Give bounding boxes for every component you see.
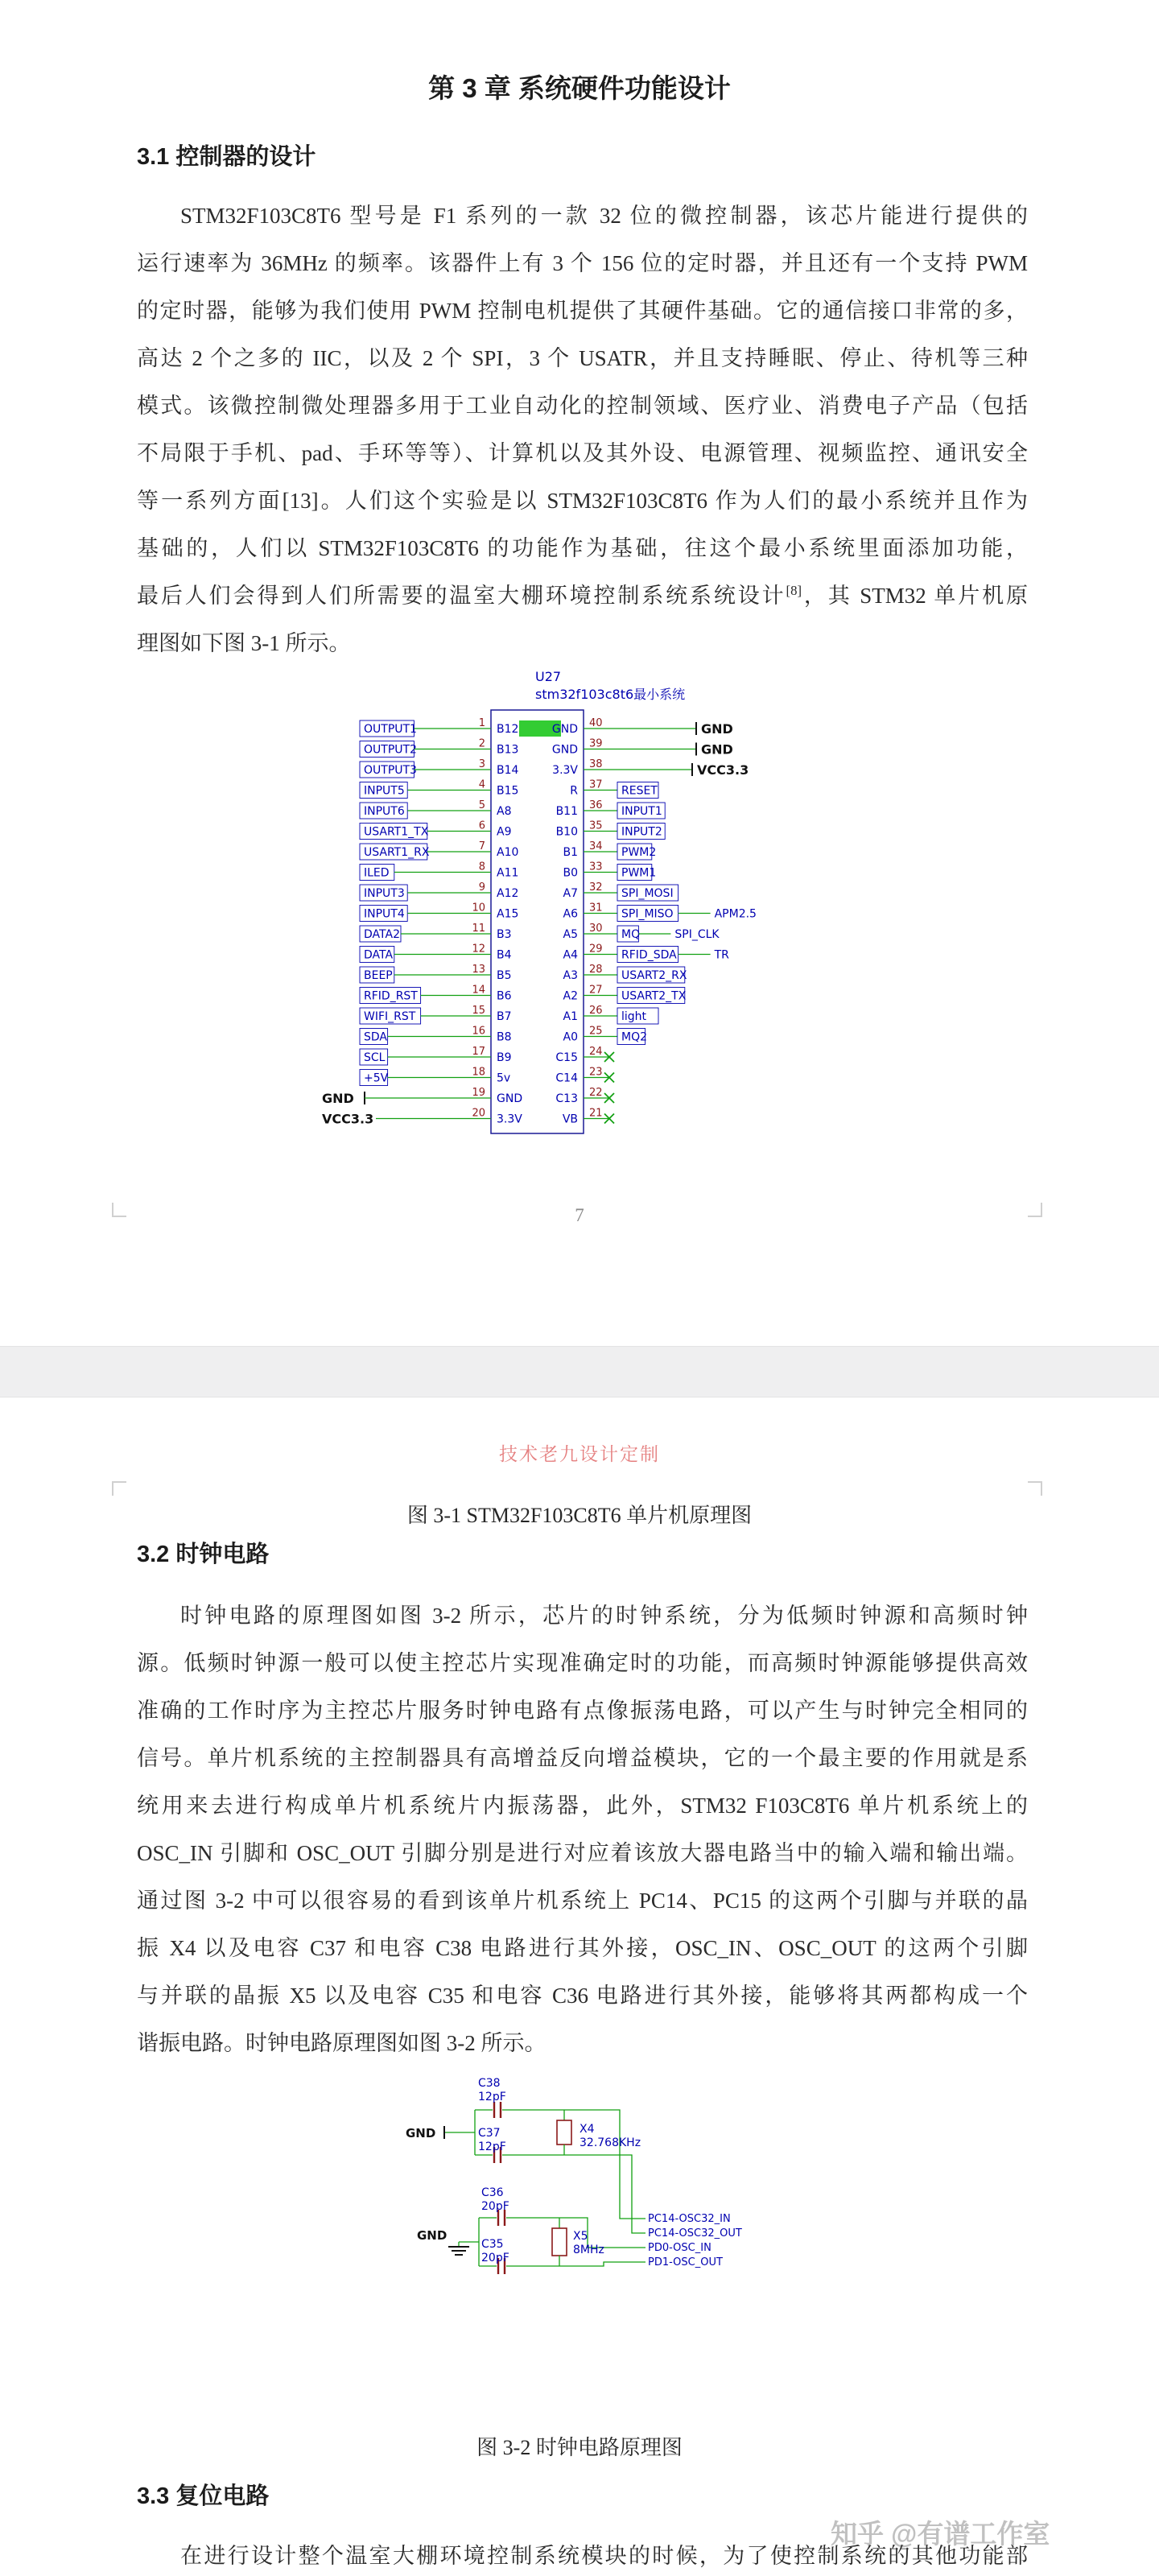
svg-text:5v: 5v <box>497 1071 511 1085</box>
svg-text:WIFI_RST: WIFI_RST <box>364 1010 416 1023</box>
svg-text:C38: C38 <box>478 2077 501 2090</box>
svg-text:22: 22 <box>589 1087 603 1099</box>
svg-text:B6: B6 <box>497 989 512 1003</box>
svg-text:C15: C15 <box>555 1051 578 1064</box>
svg-text:PWM2: PWM2 <box>621 846 657 859</box>
svg-text:PC14-OSC32_IN: PC14-OSC32_IN <box>648 2213 731 2225</box>
svg-text:10: 10 <box>472 902 485 914</box>
svg-text:31: 31 <box>589 902 603 914</box>
svg-text:RFID_RST: RFID_RST <box>364 989 418 1003</box>
svg-text:23: 23 <box>589 1066 603 1079</box>
svg-text:SPI_CLK: SPI_CLK <box>674 928 720 941</box>
svg-text:B9: B9 <box>497 1051 512 1064</box>
svg-text:INPUT5: INPUT5 <box>364 784 405 798</box>
svg-text:light: light <box>621 1010 647 1023</box>
svg-text:GND: GND <box>701 721 733 737</box>
text-line: 模式。该微控制微处理器多用于工业自动化的控制领域、医疗业、消费电子产品（包括 <box>137 394 1028 418</box>
svg-text:RESET: RESET <box>621 784 658 798</box>
svg-text:U27: U27 <box>535 669 562 684</box>
svg-text:A15: A15 <box>497 907 519 921</box>
svg-text:A2: A2 <box>563 989 578 1003</box>
svg-text:37: 37 <box>589 778 603 791</box>
svg-text:OUTPUT1: OUTPUT1 <box>364 723 417 736</box>
svg-text:DATA: DATA <box>364 948 394 962</box>
svg-text:A1: A1 <box>563 1010 578 1023</box>
svg-text:11: 11 <box>472 923 485 935</box>
svg-text:INPUT4: INPUT4 <box>364 907 405 921</box>
svg-text:B0: B0 <box>563 866 578 880</box>
svg-text:B15: B15 <box>497 784 519 798</box>
page-number: 7 <box>575 1205 584 1225</box>
svg-text:4: 4 <box>478 778 485 791</box>
text-line: 源。低频时钟源一般可以使主控芯片实现准确定时的功能，而高频时钟源能够提供高效 <box>137 1651 1028 1675</box>
svg-text:B8: B8 <box>497 1030 512 1044</box>
svg-text:35: 35 <box>589 819 603 832</box>
svg-text:BEEP: BEEP <box>364 969 393 982</box>
svg-text:R: R <box>570 784 578 798</box>
svg-text:INPUT1: INPUT1 <box>621 805 662 818</box>
paragraph-3-2 <box>137 1592 1028 2067</box>
svg-text:PWM1: PWM1 <box>621 866 657 880</box>
page-gap-band <box>0 1346 1159 1397</box>
svg-text:A8: A8 <box>497 805 512 818</box>
watermark-zhihu: 知乎 @有谱工作室 <box>831 2519 1050 2549</box>
svg-text:C36: C36 <box>481 2186 504 2199</box>
text-line: 不局限于手机、pad、手环等等）、计算机以及其外设、电源管理、视频监控、通讯安全 <box>137 441 1028 465</box>
svg-text:VCC3.3: VCC3.3 <box>322 1111 374 1127</box>
svg-text:TR: TR <box>714 948 729 962</box>
svg-text:B7: B7 <box>497 1010 512 1023</box>
svg-text:3: 3 <box>478 758 485 770</box>
figure-3-2-caption: 图 3-2 时钟电路原理图 <box>476 2436 683 2459</box>
text-line: 理图如下图 3-1 所示。 <box>137 631 351 655</box>
svg-text:APM2.5: APM2.5 <box>714 907 757 921</box>
svg-text:B3: B3 <box>497 928 512 941</box>
svg-text:PD0-OSC_IN: PD0-OSC_IN <box>648 2242 711 2254</box>
svg-text:8: 8 <box>478 861 485 873</box>
figure-3-1-caption: 图 3-1 STM32F103C8T6 单片机原理图 <box>406 1504 753 1527</box>
svg-text:B10: B10 <box>555 825 578 839</box>
svg-text:GND: GND <box>497 1092 523 1105</box>
svg-text:24: 24 <box>589 1046 603 1058</box>
svg-text:GND: GND <box>417 2228 448 2243</box>
text-line: 谐振电路。时钟电路原理图如图 3-2 所示。 <box>137 2031 547 2055</box>
svg-text:OUTPUT3: OUTPUT3 <box>364 764 417 777</box>
svg-text:USART1_RX: USART1_RX <box>364 846 430 859</box>
svg-text:27: 27 <box>589 984 603 997</box>
svg-text:+5V: +5V <box>364 1071 389 1085</box>
svg-text:A6: A6 <box>563 907 578 921</box>
svg-text:20pF: 20pF <box>481 2200 509 2213</box>
svg-text:A12: A12 <box>497 887 519 900</box>
svg-text:A3: A3 <box>563 969 578 982</box>
svg-text:MQ: MQ <box>621 928 641 941</box>
svg-text:A5: A5 <box>563 928 578 941</box>
chapter-title: 第 3 章 系统硬件功能设计 <box>428 73 731 103</box>
page-margin-mark <box>112 1481 126 1496</box>
svg-text:PD1-OSC_OUT: PD1-OSC_OUT <box>648 2256 723 2268</box>
svg-text:GND: GND <box>551 743 578 757</box>
svg-text:SCL: SCL <box>364 1051 386 1064</box>
svg-text:18: 18 <box>472 1066 485 1079</box>
svg-text:RFID_SDA: RFID_SDA <box>621 948 677 962</box>
watermark-red: 技术老九设计定制 <box>499 1443 660 1464</box>
svg-text:32: 32 <box>589 881 603 894</box>
svg-text:PC14-OSC32_OUT: PC14-OSC32_OUT <box>648 2227 742 2240</box>
svg-text:C13: C13 <box>555 1092 578 1105</box>
svg-text:19: 19 <box>472 1087 485 1099</box>
svg-text:GND: GND <box>406 2126 436 2140</box>
svg-text:3.3V: 3.3V <box>497 1113 522 1126</box>
svg-text:ILED: ILED <box>364 866 390 880</box>
svg-text:OUTPUT2: OUTPUT2 <box>364 743 417 757</box>
text-line: 高达 2 个之多的 IIC，以及 2 个 SPI，3 个 USATR，并且支持睡眠、停止、待机等三种 <box>137 346 1028 370</box>
text-line: 准确的工作时序为主控芯片服务时钟电路有点像振荡电路，可以产生与时钟完全相同的 <box>137 1699 1028 1723</box>
svg-text:A4: A4 <box>563 948 578 962</box>
svg-text:2: 2 <box>478 737 485 750</box>
svg-text:B14: B14 <box>497 764 519 777</box>
svg-text:USART2_RX: USART2_RX <box>621 969 687 982</box>
text-line: 与并联的晶振 X5 以及电容 C35 和电容 C36 电路进行其外接，能够将其两都构成一个 <box>137 1984 1028 2008</box>
clock-circuit-schematic <box>394 2069 765 2359</box>
svg-text:30: 30 <box>589 923 603 935</box>
svg-text:20: 20 <box>472 1107 485 1120</box>
svg-text:25: 25 <box>589 1025 603 1038</box>
svg-text:C37: C37 <box>478 2127 501 2140</box>
text-line: 最后人们会得到人们所需要的温室大棚环境控制系统系统设计[8]，其 STM32 单片机原 <box>137 583 1028 608</box>
svg-text:5: 5 <box>478 799 485 811</box>
text-line: 振 X4 以及电容 C37 和电容 C38 电路进行其外接，OSC_IN、OSC_OUT 的这两个引脚 <box>137 1936 1028 1960</box>
svg-text:9: 9 <box>478 881 485 894</box>
svg-text:GND: GND <box>701 741 733 758</box>
svg-text:A10: A10 <box>497 846 519 859</box>
text-line: 的定时器，能够为我们使用 PWM 控制电机提供了其硬件基础。它的通信接口非常的多， <box>137 299 1028 323</box>
svg-text:29: 29 <box>589 943 603 956</box>
svg-text:28: 28 <box>589 964 603 976</box>
svg-text:A11: A11 <box>497 866 519 880</box>
text-line: 信号。单片机系统的主控制器具有高增益反向增益模块，它的一个最主要的作用就是系 <box>137 1746 1028 1770</box>
svg-text:X5: X5 <box>573 2230 588 2243</box>
svg-text:32.768KHz: 32.768KHz <box>580 2136 641 2149</box>
svg-text:stm32f103c8t6最小系统: stm32f103c8t6最小系统 <box>535 687 686 702</box>
svg-text:SPI_MOSI: SPI_MOSI <box>621 887 674 900</box>
svg-text:16: 16 <box>472 1025 485 1038</box>
svg-text:X4: X4 <box>580 2123 595 2136</box>
text-line: 运行速率为 36MHz 的频率。该器件上有 3 个 156 位的定时器，并且还有一个支持 PWM <box>137 251 1028 275</box>
svg-text:20pF: 20pF <box>481 2252 509 2264</box>
svg-text:34: 34 <box>589 840 603 852</box>
svg-text:SPI_MISO: SPI_MISO <box>621 907 674 921</box>
svg-text:C14: C14 <box>555 1071 578 1085</box>
svg-text:B13: B13 <box>497 743 519 757</box>
text-line: 等一系列方面[13]。人们这个实验是以 STM32F103C8T6 作为人们的最小系统并且作为 <box>137 489 1028 513</box>
svg-text:B5: B5 <box>497 969 512 982</box>
svg-text:1: 1 <box>478 717 485 729</box>
text-line: 统用来去进行构成单片机系统片内振荡器，此外，STM32 F103C8T6 单片机系统上的 <box>137 1794 1028 1818</box>
svg-text:14: 14 <box>472 984 485 997</box>
section-3-3-heading: 3.3 复位电路 <box>137 2483 270 2509</box>
svg-text:A7: A7 <box>563 887 578 900</box>
svg-text:GND: GND <box>322 1091 354 1106</box>
svg-text:3.3V: 3.3V <box>552 764 578 777</box>
svg-text:MQ2: MQ2 <box>621 1030 648 1044</box>
svg-text:B12: B12 <box>497 723 519 736</box>
svg-text:GND: GND <box>551 723 578 736</box>
svg-text:A9: A9 <box>497 825 512 839</box>
svg-text:B11: B11 <box>555 805 578 818</box>
svg-text:7: 7 <box>478 840 485 852</box>
page-margin-mark <box>1028 1481 1042 1496</box>
svg-text:21: 21 <box>589 1107 603 1120</box>
svg-text:13: 13 <box>472 964 485 976</box>
svg-text:12pF: 12pF <box>478 2091 506 2103</box>
text-line: OSC_IN 引脚和 OSC_OUT 引脚分别是进行对应着该放大器电路当中的输入端和输出端。 <box>137 1841 1028 1865</box>
stm32-minimal-system-schematic <box>318 668 833 1143</box>
text-line: 通过图 3-2 中可以很容易的看到该单片机系统上 PC14、PC15 的这两个引脚与并联的晶 <box>137 1889 1028 1913</box>
svg-text:INPUT6: INPUT6 <box>364 805 405 818</box>
svg-text:C35: C35 <box>481 2238 504 2251</box>
svg-text:6: 6 <box>478 819 485 832</box>
svg-text:VB: VB <box>562 1113 578 1126</box>
svg-text:17: 17 <box>472 1046 485 1058</box>
section-3-2-heading: 3.2 时钟电路 <box>137 1542 270 1567</box>
svg-text:USART1_TX: USART1_TX <box>364 825 429 839</box>
text-line: 基础的，人们以 STM32F103C8T6 的功能作为基础，往这个最小系统里面添加功能， <box>137 536 1028 560</box>
svg-text:40: 40 <box>589 717 603 729</box>
svg-text:8MHz: 8MHz <box>573 2244 604 2256</box>
text-line: 时钟电路的原理图如图 3-2 所示，芯片的时钟系统，分为低频时钟源和高频时钟 <box>180 1604 1028 1628</box>
svg-text:38: 38 <box>589 758 603 770</box>
svg-text:12: 12 <box>472 943 485 956</box>
section-3-1-heading: 3.1 控制器的设计 <box>137 144 316 170</box>
svg-text:INPUT2: INPUT2 <box>621 825 662 839</box>
svg-text:SDA: SDA <box>364 1030 387 1044</box>
svg-text:USART2_TX: USART2_TX <box>621 989 687 1003</box>
svg-text:12pF: 12pF <box>478 2140 506 2153</box>
svg-text:33: 33 <box>589 861 603 873</box>
svg-text:39: 39 <box>589 737 603 750</box>
svg-text:26: 26 <box>589 1005 603 1017</box>
svg-text:36: 36 <box>589 799 603 811</box>
svg-text:15: 15 <box>472 1005 485 1017</box>
svg-text:VCC3.3: VCC3.3 <box>697 762 749 778</box>
text-line: STM32F103C8T6 型号是 F1 系列的一款 32 位的微控制器，该芯片能进行提供的 <box>180 204 1028 228</box>
paragraph-3-1 <box>137 192 1028 667</box>
svg-text:INPUT3: INPUT3 <box>364 887 405 900</box>
svg-text:A0: A0 <box>563 1030 578 1044</box>
svg-text:B4: B4 <box>497 948 512 962</box>
text-line: 在进行设计整个温室大棚环境控制系统模块的时候，为了使控制系统的其他功能部 <box>180 2544 1028 2568</box>
svg-text:DATA2: DATA2 <box>364 928 400 941</box>
svg-text:B1: B1 <box>563 846 578 859</box>
